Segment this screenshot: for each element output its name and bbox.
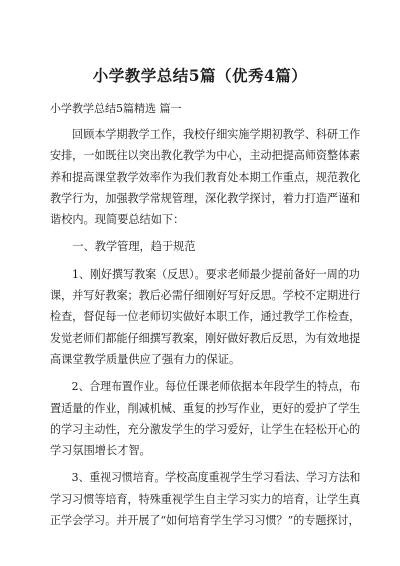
- body-text-line: 的学习主动性，充分激发学生的学习爱好，让学生在轻松开心的: [50, 422, 361, 436]
- body-text-line: 谐校内。现简要总结如下：: [50, 213, 185, 227]
- body-text-line: 检查，督促每一位老师切实做好本职工作，通过教学工作检查，: [50, 310, 361, 324]
- page-title: 小学教学总结5篇（优秀4篇）: [92, 66, 308, 85]
- body-text-line: 1、刚好撰写教案（反思）。要求老师最少提前备好一周的功: [50, 267, 360, 281]
- body-text-line: 一、教学管理，趋于规范: [50, 240, 196, 254]
- body-text-line: 3、重视习惯培育。学校高度重视学生学习看法、学习方法和: [50, 471, 361, 485]
- body-text-line: 置适量的作业，削减机械、重复的抄写作业，更好的爱护了学生: [50, 401, 361, 415]
- body-paragraph: [50, 264, 360, 370]
- body-text-line: 2、合理布置作业。每位任课老师依据本年段学生的特点，布: [50, 380, 361, 394]
- body-text-line: 安排，一如既往以突出教化教学为中心，主动把提高师资整体素: [50, 149, 361, 163]
- body-text-line: 养和提高课堂教学效率作为我们教育处本期工作重点，规范教化: [50, 170, 361, 184]
- body-paragraph: [50, 236, 360, 257]
- body-paragraph: [50, 467, 360, 531]
- body-text-line: 回顾本学期教学工作，我校仔细实施学期初教学、科研工作: [50, 128, 361, 141]
- body-text-line: 教学行为，加强教学常规管理，深化教学探讨，着力打造严谨和: [50, 191, 361, 205]
- body-text-line: 学习习惯等培育，特殊重视学生自主学习实力的培育，让学生真: [50, 492, 361, 506]
- body-text-line: 学习氛围增长才智。: [50, 444, 151, 458]
- body-paragraph: [50, 376, 360, 461]
- document-body: [50, 124, 360, 537]
- body-text-line: 高课堂教学质量供应了强有力的保证。: [50, 352, 241, 366]
- body-text-line: 正学会学习。并开展了“如何培育学生学习习惯？”的专题探讨，: [50, 514, 360, 528]
- body-text-line: 发觉老师们都能仔细撰写教案，刚好做好教后反思，为有效地提: [50, 331, 361, 345]
- body-text-line: 课，并写好教案；教后必需仔细刚好写好反思。学校不定期进行: [50, 289, 361, 303]
- body-paragraph: [50, 124, 360, 230]
- section-subtitle: 小学教学总结5篇精选 篇一: [50, 102, 182, 115]
